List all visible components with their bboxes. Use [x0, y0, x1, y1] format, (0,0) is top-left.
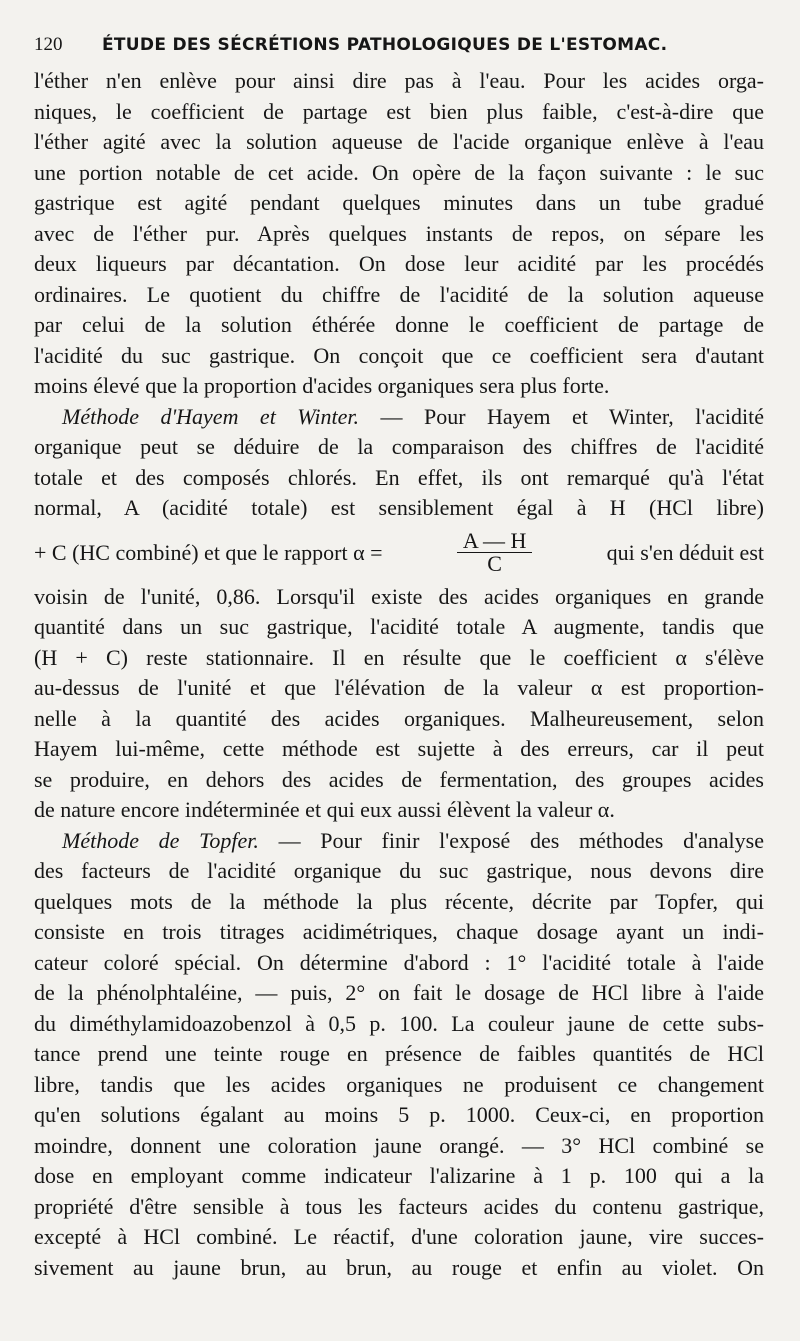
text-line: consiste en trois titrages acidimétriques, chaque dosage ayant un indi- [34, 919, 764, 944]
text-line: cateur coloré spécial. On détermine d'abord : 1° l'acidité totale à l'aide [34, 949, 764, 975]
fraction-numerator: A — H [457, 530, 533, 553]
text-line: l'acidité du suc gastrique. On conçoit que ce coefficient sera d'autant [34, 342, 764, 368]
text-line: normal, A (acidité totale) est sensiblement égal à H (HCl libre) [34, 495, 764, 520]
text-line: de nature encore indéterminée et qui eux aussi élèvent la valeur α. [34, 797, 615, 822]
text-line: se produire, en dehors des acides de fermentation, des groupes acides [34, 766, 764, 792]
page-header [34, 30, 734, 60]
paragraph-partage [34, 66, 764, 402]
text-line: Méthode d'Hayem et Winter. — Pour Hayem et Winter, l'acidité [62, 403, 764, 429]
text-line: dose en employant comme indicateur l'alizarine à 1 p. 100 qui a la [34, 1163, 764, 1188]
text-line: organique peut se déduire de la comparaison des chiffres de l'acidité [34, 434, 764, 459]
text-line: de la phénolphtaléine, — puis, 2° on fait le dosage de HCl libre à l'aide [34, 980, 764, 1005]
paragraph-hayem-winter [34, 402, 764, 826]
text-line: nelle à la quantité des acides organiques. Malheureusement, selon [34, 705, 764, 731]
text-line: qu'en solutions égalant au moins 5 p. 1000. Ceux-ci, en proportion [34, 1102, 764, 1127]
text-line: sivement au jaune brun, au brun, au rouge et enfin au violet. On [34, 1254, 764, 1280]
text-line: tance prend une teinte rouge en présence de faibles quantités de HCl [34, 1041, 764, 1066]
text-line: niques, le coefficient de partage est bien plus faible, c'est-à-dire que [34, 98, 764, 124]
text-line: ordinaires. Le quotient du chiffre de l'acidité de la solution aqueuse [34, 281, 764, 307]
text-line: avec de l'éther pur. Après quelques instants de repos, on sépare les [34, 220, 764, 246]
text-line: par celui de la solution éthérée donne le coefficient de partage de [34, 312, 764, 337]
text-line: une portion notable de cet acide. On opère de la façon suivante : le suc [34, 159, 764, 185]
equation-line [34, 524, 764, 582]
text-line: propriété d'être sensible à tous les facteurs acides du contenu gastrique, [34, 1193, 764, 1219]
body-text [34, 66, 764, 1283]
section-heading-topfer: Méthode de Topfer. [62, 827, 259, 853]
text-line: libre, tandis que les acides organiques ne produisent ce changement [34, 1071, 764, 1097]
text-line: Méthode de Topfer. — Pour finir l'exposé des méthodes d'analyse [62, 827, 764, 853]
text-line: moindre, donnent une coloration jaune orangé. — 3° HCl combiné se [34, 1132, 764, 1158]
text-line: moins élevé que la proportion d'acides organiques sera plus forte. [34, 373, 610, 398]
text-line: quelques mots de la méthode la plus récente, décrite par Topfer, qui [34, 888, 764, 914]
text-line: des facteurs de l'acidité organique du suc gastrique, nous devons dire [34, 858, 764, 883]
fraction [457, 530, 533, 575]
section-heading-hayem-winter: Méthode d'Hayem et Winter. [62, 403, 360, 429]
text-line: quantité dans un suc gastrique, l'acidité totale A augmente, tandis que [34, 614, 764, 639]
equation-left: + C (HC combiné) et que le rapport α = [34, 539, 383, 565]
text-line: (H + C) reste stationnaire. Il en résulte que le coefficient α s'élève [34, 644, 764, 670]
text-line: totale et des composés chlorés. En effet, ils ont remarqué qu'à l'état [34, 464, 764, 490]
text-line: Hayem lui-même, cette méthode est sujette à des erreurs, car il peut [34, 736, 764, 761]
text-line: voisin de l'unité, 0,86. Lorsqu'il existe des acides organiques en grande [34, 583, 764, 609]
text-line: du diméthylamidoazobenzol à 0,5 p. 100. La couleur jaune de cette subs- [34, 1010, 764, 1036]
text-line: l'éther agité avec la solution aqueuse de l'acide organique enlève à l'eau [34, 129, 764, 154]
fraction-denominator: C [487, 551, 502, 576]
running-title: ÉTUDE DES SÉCRÉTIONS PATHOLOGIQUES DE L'ESTOMAC. [102, 35, 668, 55]
text-line: excepté à HCl combiné. Le réactif, d'une coloration jaune, vire succes- [34, 1224, 764, 1249]
text-line: gastrique est agité pendant quelques minutes dans un tube gradué [34, 190, 764, 215]
paragraph-topfer [34, 826, 764, 1284]
equation-right: qui s'en déduit est [606, 539, 764, 565]
text-line: au-dessus de l'unité et que l'élévation de la valeur α est proportion- [34, 675, 764, 700]
text-line: deux liqueurs par décantation. On dose leur acidité par les procédés [34, 251, 764, 276]
page-number: 120 [34, 34, 63, 55]
text-line: l'éther n'en enlève pour ainsi dire pas à l'eau. Pour les acides orga- [34, 68, 764, 93]
